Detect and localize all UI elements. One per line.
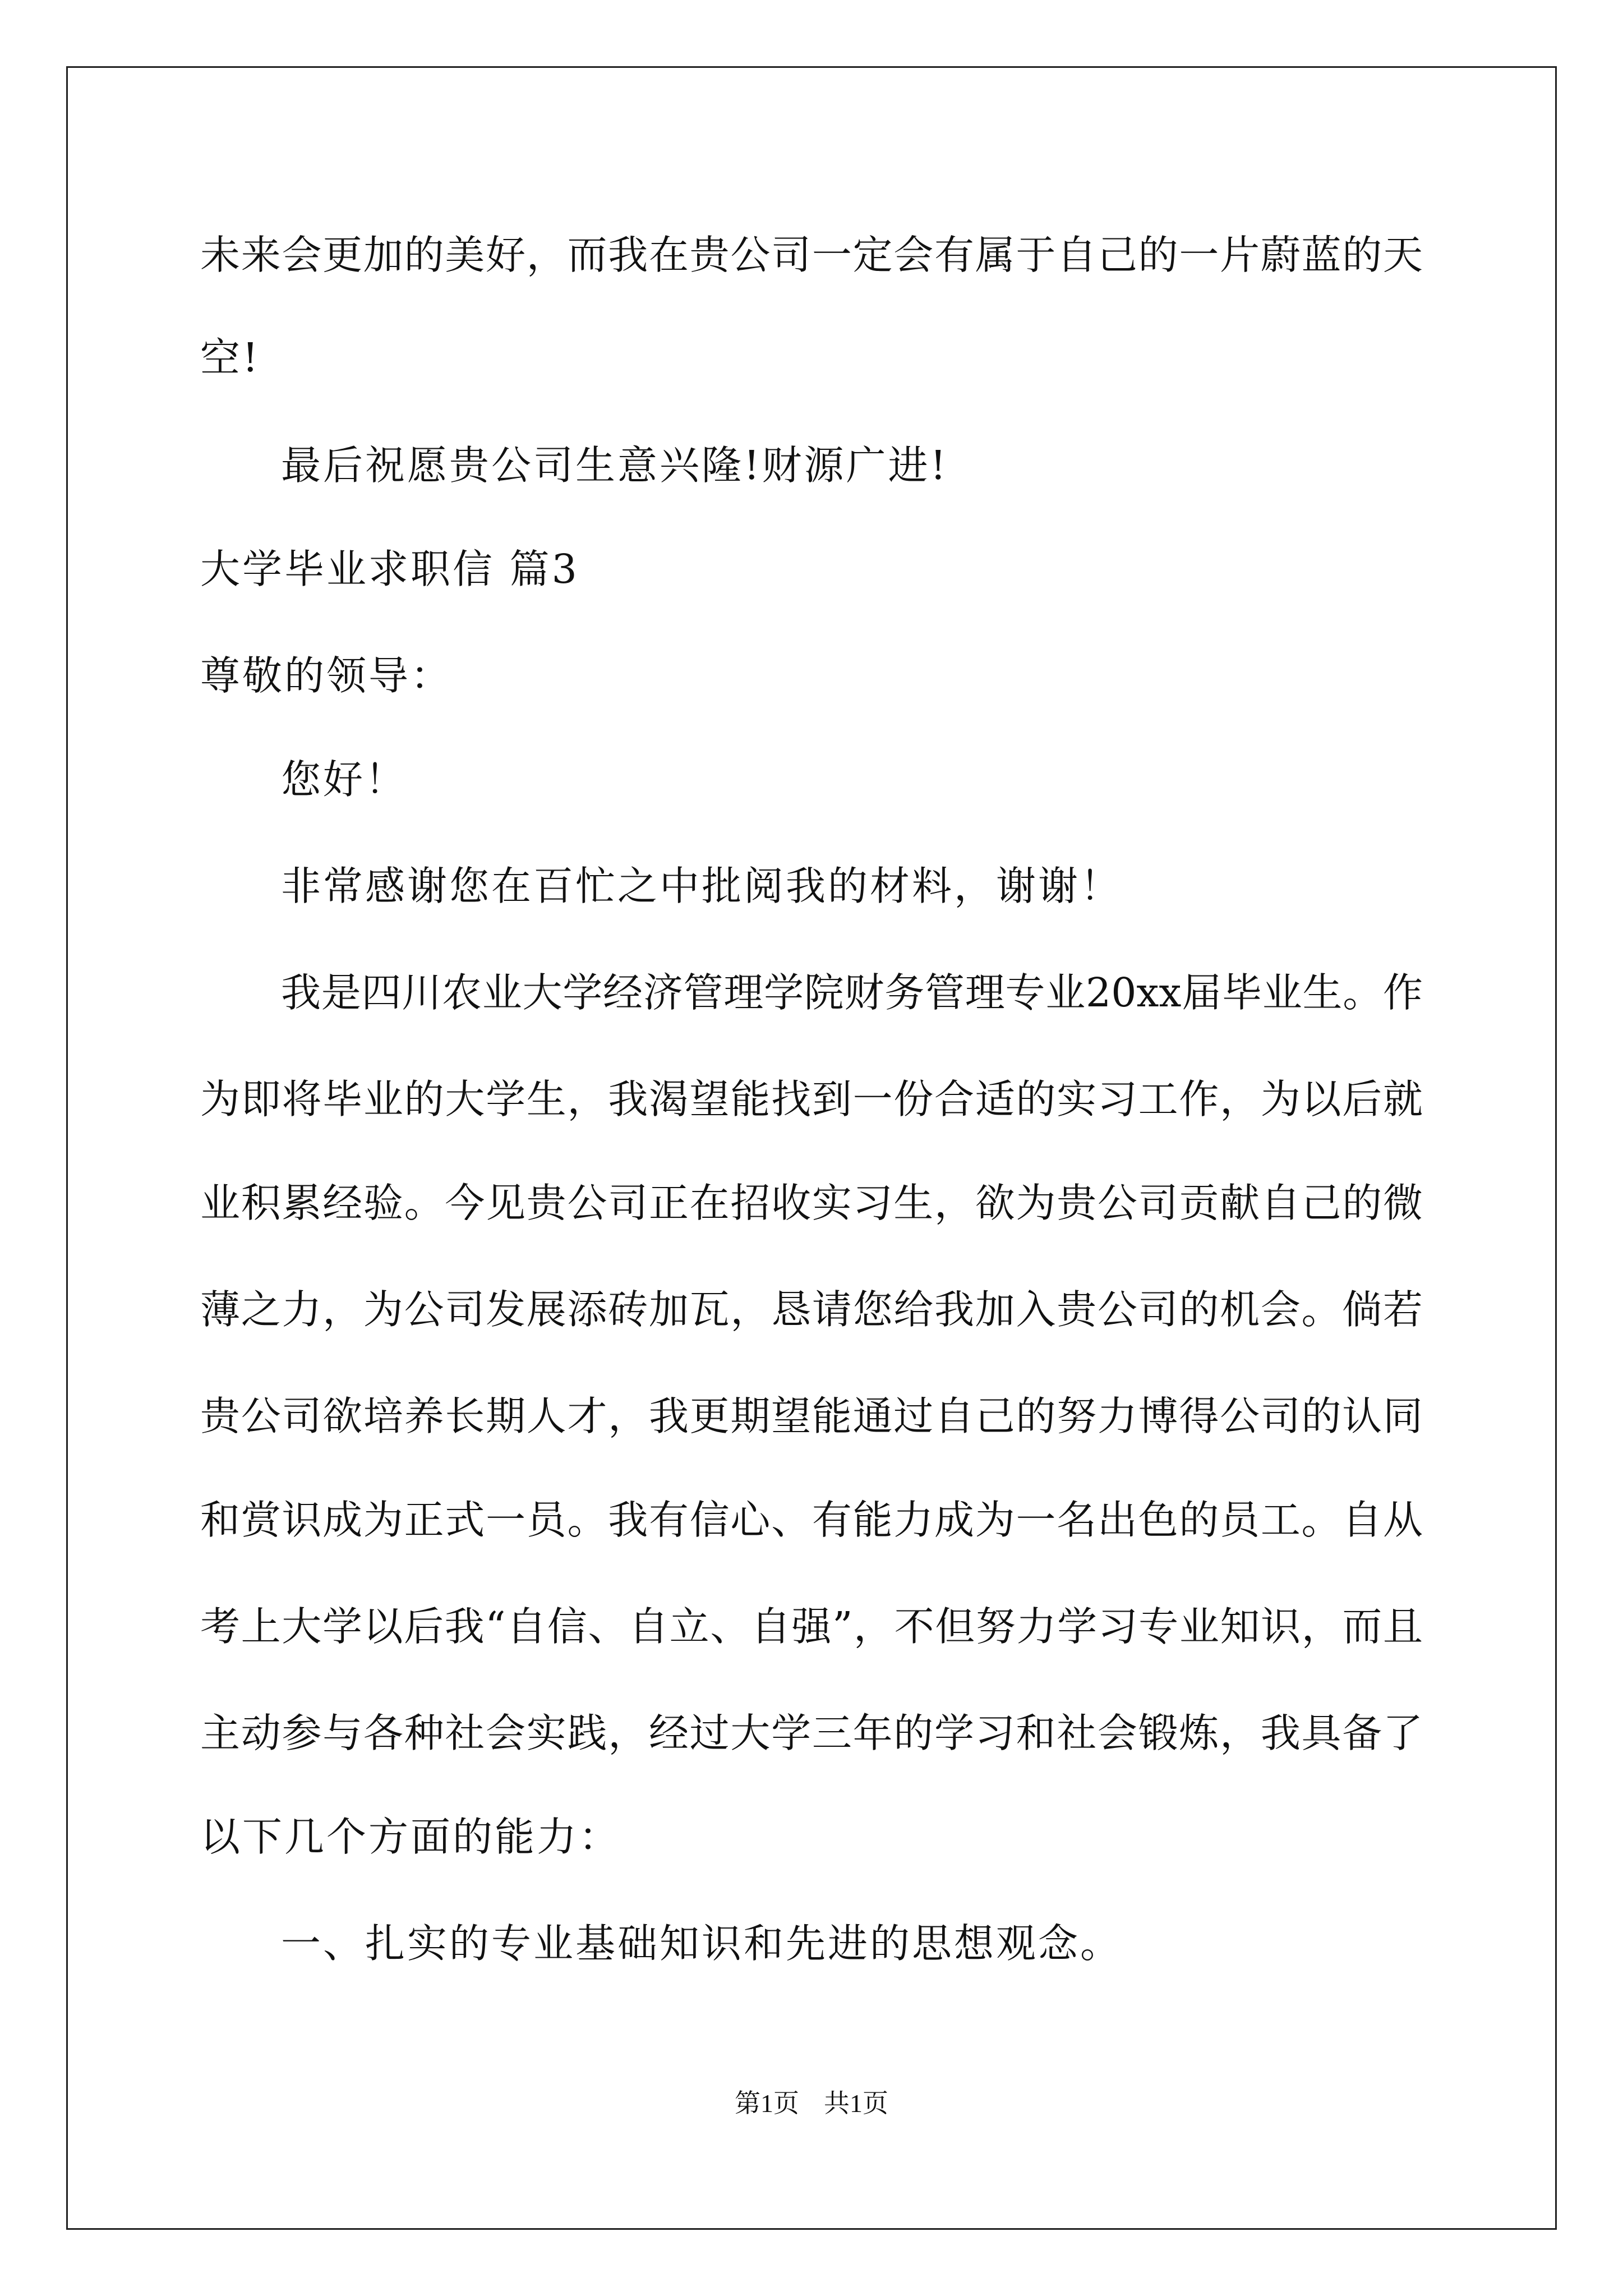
- greeting: 您好！: [281, 756, 408, 803]
- paragraph-line: 和赏识成为正式一员。我有信心、有能力成为一名出色的员工。自从: [200, 1497, 1423, 1543]
- paragraph-line: 贵公司欲培养长期人才，我更期望能通过自己的努力博得公司的认同: [200, 1393, 1423, 1439]
- paragraph-line: 未来会更加的美好，而我在贵公司一定会有属于自己的一片蔚蓝的天: [200, 232, 1423, 278]
- paragraph-line: 非常感谢您在百忙之中批阅我的材料，谢谢！: [281, 863, 1123, 909]
- paragraph-line: 业积累经验。今见贵公司正在招收实习生，欲为贵公司贡献自己的微: [200, 1180, 1423, 1226]
- paragraph-line: 考上大学以后我“自信、自立、自强”，不但努力学习专业知识，而且: [200, 1603, 1423, 1650]
- paragraph-line: 主动参与各种社会实践，经过大学三年的学习和社会锻炼，我具备了: [200, 1710, 1423, 1756]
- paragraph-line: 最后祝愿贵公司生意兴隆!财源广进!: [281, 442, 949, 489]
- page-border: [66, 66, 1557, 2230]
- page-number: 第1页: [735, 2089, 799, 2118]
- page-footer: [0, 2087, 1623, 2120]
- page-total: 共1页: [824, 2089, 888, 2118]
- paragraph-line: 薄之力，为公司发展添砖加瓦，恳请您给我加入贵公司的机会。倘若: [200, 1286, 1423, 1333]
- paragraph-line: 空!: [200, 334, 261, 381]
- section-heading: 大学毕业求职信 篇3: [200, 546, 579, 592]
- paragraph-line: 以下几个方面的能力：: [200, 1814, 621, 1860]
- paragraph-line: 我是四川农业大学经济管理学院财务管理专业20xx届毕业生。作: [281, 969, 1423, 1016]
- salutation: 尊敬的领导：: [200, 652, 453, 699]
- paragraph-line: 一、扎实的专业基础知识和先进的思想观念。: [281, 1920, 1123, 1967]
- paragraph-line: 为即将毕业的大学生，我渴望能找到一份合适的实习工作，为以后就: [200, 1076, 1423, 1122]
